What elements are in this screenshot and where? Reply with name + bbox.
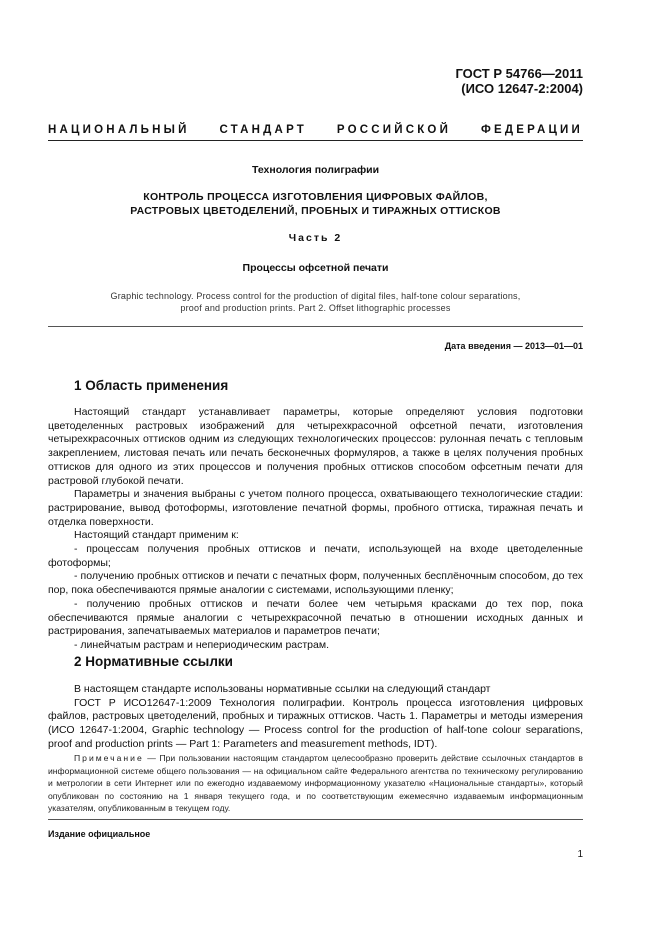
list-item: - получению пробных оттисков и печати с печатных форм, полученных бесплёночным способом, до тех пор, пока обеспечиваются прямые аналогии с системами, использующими пленку; [48,570,583,597]
section-heading: 2 Нормативные ссылки [74,654,233,669]
paragraph: Параметры и значения выбраны с учетом полного процесса, охватывающего технологические стадии: растрирование, вывод фотоформы, изготовление печатной формы, пробного оттиска, тиражная печать и отделка поверхности. [48,488,583,528]
list-item: - получению пробных оттисков и печати более чем четырьмя красками до тех пор, пока обеспечиваются прямые аналогии с четырехкрасочной печатью в отношении исходных данных и растрирования, запечатываемых материалов и параметров печати; [48,597,583,638]
note [48,752,583,815]
title-divider [48,326,583,327]
english-title-line: Graphic technology. Process control for the production of digital files, half-tone colour separations, [110,291,521,301]
note-text: — При пользовании настоящим стандартом целесообразно проверить действие ссылочных стандартов в информационной системе общего пользования — на официальном сайте Федерального агентства по техническому регулированию и метрологии в сети Интернет или по ежегодно издаваемому информационному указателю «Национальные стандарты», который опубликован по состоянию на 1 января текущего года, и по соответствующим ежемесячно издаваемым информационным указателям, опубликованным в текущем году. [48,753,583,814]
title-line: КОНТРОЛЬ ПРОЦЕССА ИЗГОТОВЛЕНИЯ ЦИФРОВЫХ ФАЙЛОВ, [143,191,488,203]
english-title-line: proof and production prints. Part 2. Offset lithographic processes [180,303,451,313]
edition-label: Издание официальное [48,829,151,839]
part-number: Часть 2 [288,232,343,244]
standard-code-block [455,66,583,96]
paragraph: Настоящий стандарт применим к: [74,529,239,542]
english-title [48,290,583,314]
note-label: Примечание [74,753,144,763]
date-introduced: Дата введения — 2013—01—01 [444,341,583,351]
banner-word: РОССИЙСКОЙ [336,124,452,136]
iso-code: (ИСО 12647-2:2004) [461,81,583,96]
part-title: Процессы офсетной печати [242,262,389,274]
national-standard-banner [48,124,583,136]
section-heading: 1 Область применения [74,378,229,393]
document-title [48,190,583,218]
section-body [48,683,583,752]
banner-word: НАЦИОНАЛЬНЫЙ [48,124,190,136]
subject-line: Технология полиграфии [251,164,380,176]
list-item: - процессам получения пробных оттисков и печати, использующей на входе цветоделенные фотоформы; [48,543,583,569]
header-divider [48,140,583,141]
standard-code: ГОСТ Р 54766—2011 [455,66,583,81]
footer-divider [48,819,583,820]
list-item: - линейчатым растрам и непериодическим растрам. [74,638,329,651]
banner-word: СТАНДАРТ [219,124,308,136]
paragraph: Настоящий стандарт устанавливает параметры, которые определяют условия подготовки цветоделенных растровых изображений для четырехкрасочной офсетной печати, изготовления четырехкрасочных оттисков одним из следующих технологических процессов: рулонная печать с тепловым закреплением, листовая печать или печать бесконечных формуляров, а также в целях получения пробных оттисков для одного из этих процессов и получения пробных оттисков способом офсетным печати для растровой глубокой печати. [48,406,583,487]
banner-word: ФЕДЕРАЦИИ [480,124,583,136]
page-number: 1 [577,849,583,860]
paragraph: В настоящем стандарте использованы нормативные ссылки на следующий стандарт [74,683,491,695]
section-body [48,406,583,653]
normative-reference: ГОСТ Р ИСО12647-1:2009 Технология полиграфии. Контроль процесса изготовления цифровых файлов, растровых цветоделений, пробных и тиражных оттисков. Часть 1. Параметры и методы измерения (ИСО 12647-1:2004, Graphic technology — Process control for the production of half-tone colour separations, proof and production prints — Part 1: Parameters and measurement methods, IDT). [48,696,583,750]
title-line: РАСТРОВЫХ ЦВЕТОДЕЛЕНИЙ, ПРОБНЫХ И ТИРАЖНЫХ ОТТИСКОВ [130,205,501,217]
